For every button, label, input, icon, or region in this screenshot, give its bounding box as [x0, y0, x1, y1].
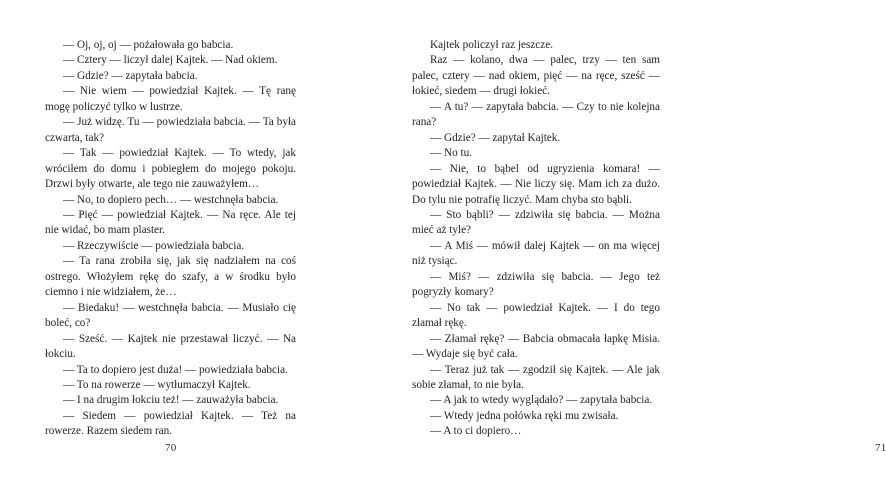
page-left-body [45, 38, 296, 440]
paragraph: — No tak — powiedział Kajtek. — I do tego złamał rękę. [412, 301, 660, 330]
paragraph: — Cztery — liczył dalej Kajtek. — Nad okiem. [63, 54, 278, 67]
page-right [350, 0, 886, 488]
paragraph: — Sto bąbli? — zdziwiła się babcia. — Można mieć aż tyle? [412, 208, 660, 237]
paragraph: — No, to dopiero pech… — westchnęła babcia. [63, 193, 279, 206]
paragraph: — A Miś — mówił dalej Kajtek — on ma więcej niż tysiąc. [412, 239, 660, 268]
page-number-left: 70 [165, 442, 177, 454]
paragraph: — Ta rana zrobiła się, jak się nadziałem na coś ostrego. Włożyłem rękę do szafy, a w środku było ciemno i nie widziałem, że… [45, 255, 296, 299]
page-right-body [412, 38, 660, 440]
paragraph: — Nie wiem — powiedział Kajtek. — Tę ranę mogę policzyć tylko w lustrze. [45, 85, 296, 113]
paragraph: — To na rowerze — wytłumaczył Kajtek. [63, 378, 251, 391]
paragraph: — Teraz już tak — zgodził się Kajtek. — Ale jak sobie złamał, to nie była. [412, 363, 660, 391]
paragraph: — Już widzę. Tu — powiedziała babcia. — Ta była czwarta, tak? [45, 116, 296, 144]
paragraph: — Siedem — powiedział Kajtek. — Też na rowerze. Razem siedem ran. [45, 409, 296, 438]
paragraph: — Nie, to bąbel od ugryzienia komara! — powiedział Kajtek. — Nie liczy się. Mam ich za dużo. Do tylu nie potrafię liczyć. Mam chyba sto bąbli. [412, 162, 660, 206]
paragraph: — A tu? — zapytała babcia. — Czy to nie kolejna rana? [412, 100, 660, 129]
paragraph: Raz — kolano, dwa — palec, trzy — ten sam palec, cztery — nad okiem, pięć — na ręce, sześć — łokieć, siedem — drugi łokieć. [412, 54, 660, 98]
paragraph: — Biedaku! — westchnęła babcia. — Musiało cię boleć, co? [45, 301, 296, 330]
paragraph: — Sześć. — Kajtek nie przestawał liczyć. — Na łokciu. [45, 332, 296, 361]
paragraph: — Oj, oj, oj — pożałowała go babcia. [63, 39, 234, 51]
paragraph: — Tak — powiedział Kajtek. — To wtedy, jak wróciłem do domu i pobiegłem do mojego pokoju. Drzwi były otwarte, ale tego nie zauważyłem… [45, 147, 296, 191]
paragraph: — Gdzie? — zapytał Kajtek. [430, 131, 561, 144]
paragraph: — No tu. [430, 147, 472, 160]
paragraph: — Rzeczywiście — powiedziała babcia. [63, 239, 245, 252]
page-left [0, 0, 350, 488]
paragraph: — Miś? — zdziwiła się babcia. — Jego też pogryzły komary? [412, 270, 660, 299]
paragraph: — I na drugim łokciu też! — zauważyła babcia. [63, 394, 279, 407]
paragraph: — Złamał rękę? — Babcia obmacała łapkę Misia. — Wydaje się być cała. [412, 332, 660, 361]
paragraph: Kajtek policzył raz jeszcze. [430, 39, 553, 51]
paragraph: — Ta to dopiero jest duża! — powiedziała babcia. [63, 363, 288, 376]
page-number-right: 71 [875, 442, 886, 454]
paragraph: — A to ci dopiero… [430, 425, 522, 438]
paragraph: — Pięć — powiedział Kajtek. — Na ręce. Ale tej nie widać, bo mam plaster. [45, 208, 296, 237]
paragraph: — Gdzie? — zapytała babcia. [63, 69, 198, 82]
paragraph: — A jak to wtedy wyglądało? — zapytała babcia. [430, 394, 653, 407]
paragraph: — Wtedy jedna połówka ręki mu zwisała. [430, 409, 619, 422]
